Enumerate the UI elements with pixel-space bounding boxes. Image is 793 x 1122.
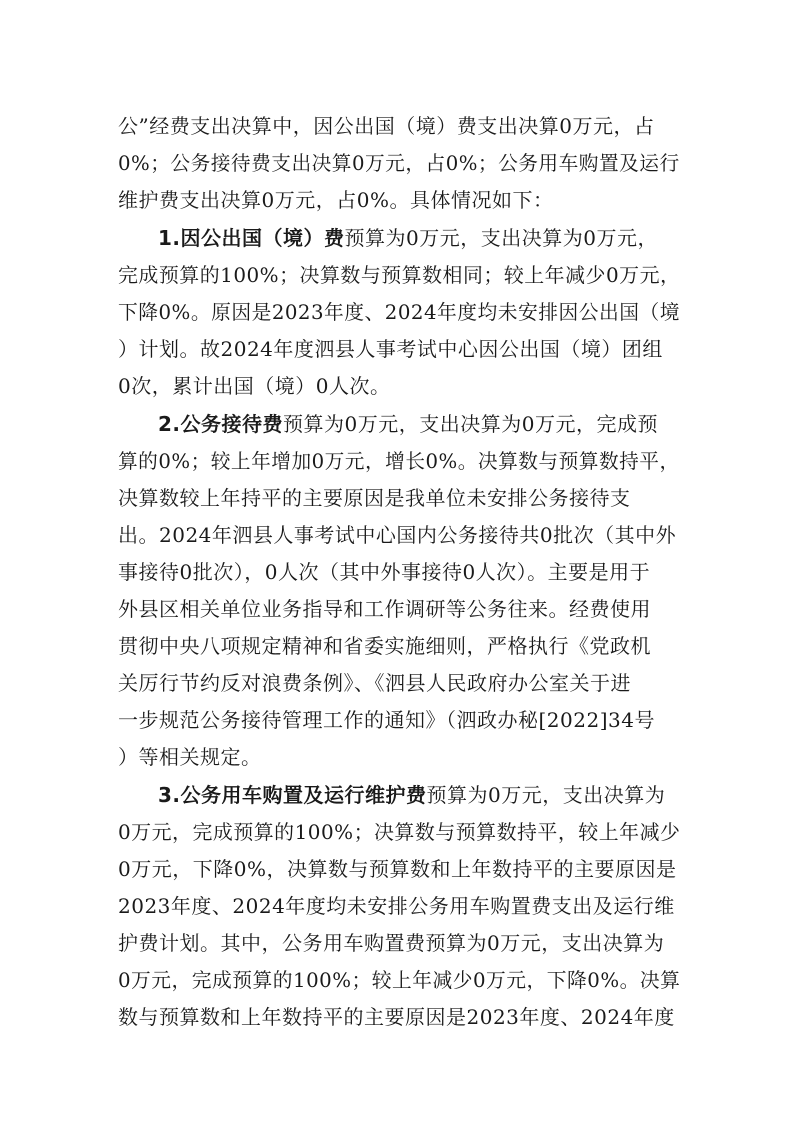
- section-2-line-7: 贯彻中央八项规定精神和省委实施细则，严格执行《党政机: [118, 634, 651, 658]
- intro-line-1: 公”经费支出决算中，因公出国（境）费支出决算0万元，占: [118, 114, 655, 138]
- section-2-line-8: 关厉行节约反对浪费条例》、《泗县人民政府办公室关于进: [118, 671, 631, 695]
- section-2-line-9: 一步规范公务接待管理工作的通知》（泗政办秘[2022]34号: [118, 708, 655, 732]
- section-3-heading: 3.公务用车购置及运行维护费: [158, 783, 427, 807]
- intro-line-3: 维护费支出决算0万元，占0%。具体情况如下：: [118, 188, 554, 212]
- section-2-line-2: 算的0%；较上年增加0万元，增长0%。决算数与预算数持平，: [118, 449, 680, 473]
- section-2-line-10: ）等相关规定。: [118, 745, 262, 769]
- section-2-heading: 2.公务接待费: [158, 412, 284, 436]
- section-3-line-4: 2023年度、2024年度均未安排公务用车购置费支出及运行维: [118, 894, 675, 918]
- section-1-line-5: 0次，累计出国（境）0人次。: [118, 374, 391, 398]
- section-3-line-2: 0万元，完成预算的100%；决算数与预算数持平，较上年减少: [118, 820, 681, 844]
- section-2-first-line-text: 预算为0万元，支出决算为0万元，完成预: [283, 412, 658, 436]
- section-3-line-7: 数与预算数和上年数持平的主要原因是2023年度、2024年度: [118, 1005, 675, 1029]
- section-2-line-5: 事接待0批次），0人次（其中外事接待0人次）。主要是用于: [118, 560, 651, 584]
- section-3-first-line: [158, 780, 680, 810]
- section-2-line-4: 出。2024年泗县人事考试中心国内公务接待共0批次（其中外: [118, 523, 677, 547]
- section-2-line-6: 外县区相关单位业务指导和工作调研等公务往来。经费使用: [118, 597, 651, 621]
- section-3-line-3: 0万元，下降0%，决算数与预算数和上年数持平的主要原因是: [118, 857, 677, 881]
- section-2-line-3: 决算数较上年持平的主要原因是我单位未安排公务接待支: [118, 486, 631, 510]
- intro-line-2: 0%；公务接待费支出决算0万元，占0%；公务用车购置及运行: [118, 151, 680, 175]
- section-1-line-3: 下降0%。原因是2023年度、2024年度均未安排因公出国（境: [118, 300, 681, 324]
- section-3-line-6: 0万元，完成预算的100%；较上年减少0万元，下降0%。决算: [118, 968, 681, 992]
- section-1-first-line-text: 预算为0万元，支出决算为0万元，: [344, 226, 658, 250]
- section-3-line-5: 护费计划。其中，公务用车购置费预算为0万元，支出决算为: [118, 931, 665, 955]
- section-1-first-line: [158, 223, 680, 253]
- section-3-first-line-text: 预算为0万元，支出决算为: [426, 783, 666, 807]
- section-2-first-line: [158, 409, 680, 439]
- section-1-line-2: 完成预算的100%；决算数与预算数相同；较上年减少0万元，: [118, 263, 681, 287]
- section-1-heading: 1.因公出国（境）费: [158, 226, 345, 250]
- section-1-line-4: ）计划。故2024年度泗县人事考试中心因公出国（境）团组: [118, 337, 663, 361]
